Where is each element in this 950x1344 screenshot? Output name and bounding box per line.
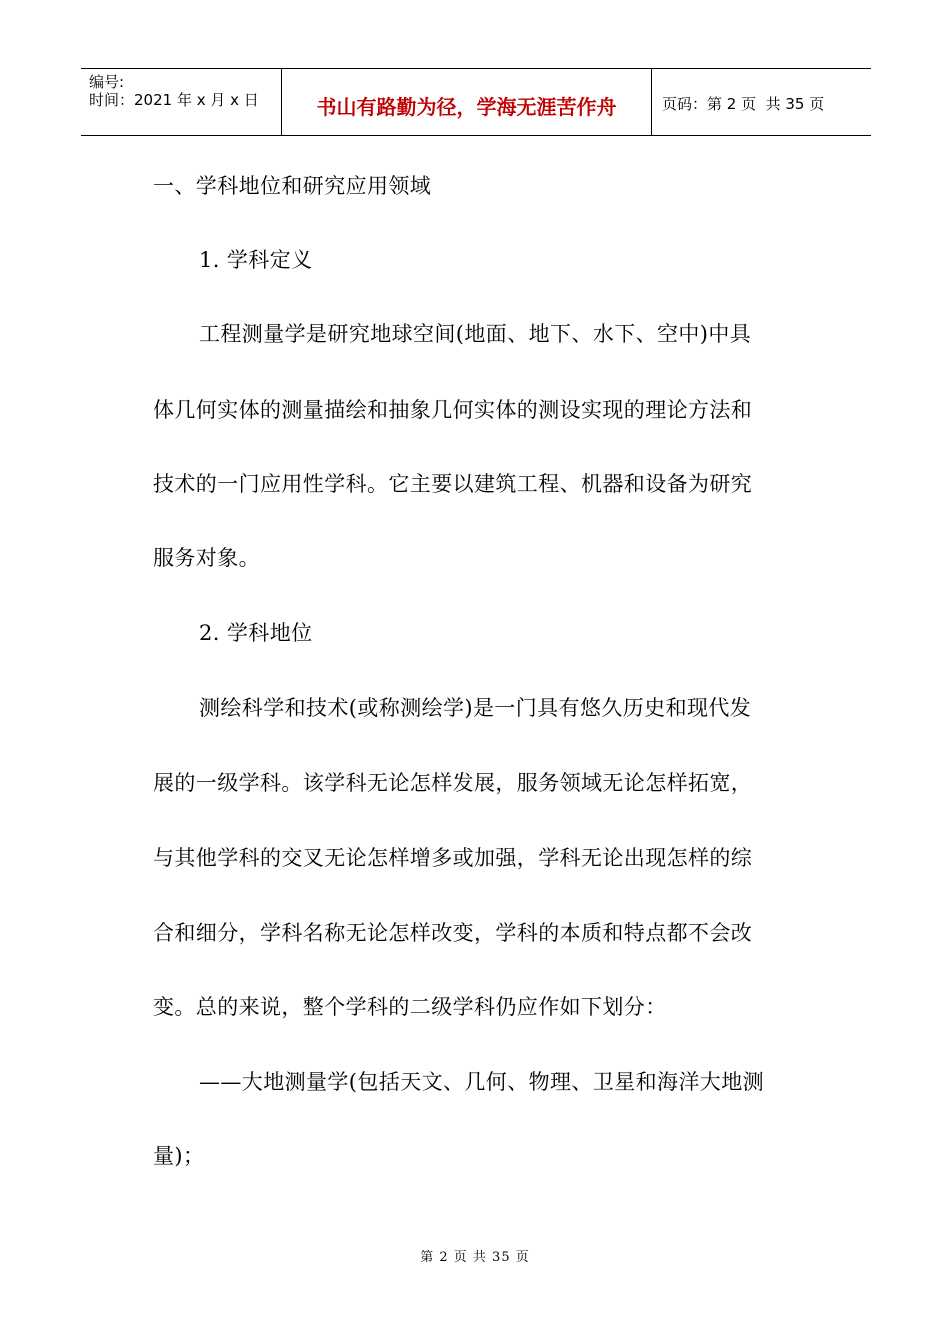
paragraph-line: 体几何实体的测量描绘和抽象几何实体的测设实现的理论方法和 — [153, 398, 753, 422]
paragraph-line: 变。总的来说，整个学科的二级学科仍应作如下划分： — [153, 995, 667, 1019]
subsection-heading-status: 2. 学科地位 — [199, 621, 313, 645]
header-motto: 书山有路勤为径，学海无涯苦作舟 — [316, 94, 617, 119]
header-info-cell — [81, 69, 282, 135]
paragraph-line: 展的一级学科。该学科无论怎样发展，服务领域无论怎样拓宽， — [153, 771, 753, 795]
list-item-line: 量)； — [153, 1144, 205, 1168]
section-heading: 一、学科地位和研究应用领域 — [153, 174, 432, 198]
document-date-label: 时间：2021 年 x 月 x 日 — [89, 91, 259, 109]
page-footer — [0, 1246, 950, 1265]
paragraph-line: 技术的一门应用性学科。它主要以建筑工程、机器和设备为研究 — [153, 472, 753, 496]
header-page-number: 页码：第 2 页 共 35 页 — [662, 94, 825, 113]
page-header — [81, 68, 871, 136]
header-motto-cell — [282, 69, 652, 135]
document-number-label: 编号: — [89, 73, 125, 91]
paragraph-line: 工程测量学是研究地球空间(地面、地下、水下、空中)中具 — [199, 322, 752, 346]
header-page-cell — [652, 69, 871, 135]
list-item-line: ——大地测量学(包括天文、几何、物理、卫星和海洋大地测 — [199, 1070, 764, 1094]
paragraph-line: 合和细分，学科名称无论怎样改变，学科的本质和特点都不会改 — [153, 921, 753, 945]
paragraph-line: 与其他学科的交叉无论怎样增多或加强，学科无论出现怎样的综 — [153, 846, 753, 870]
footer-page-number: 第 2 页 共 35 页 — [420, 1250, 530, 1265]
paragraph-line: 测绘科学和技术(或称测绘学)是一门具有悠久历史和现代发 — [199, 696, 752, 720]
paragraph-line: 服务对象。 — [153, 546, 260, 570]
subsection-heading-definition: 1. 学科定义 — [199, 248, 313, 272]
